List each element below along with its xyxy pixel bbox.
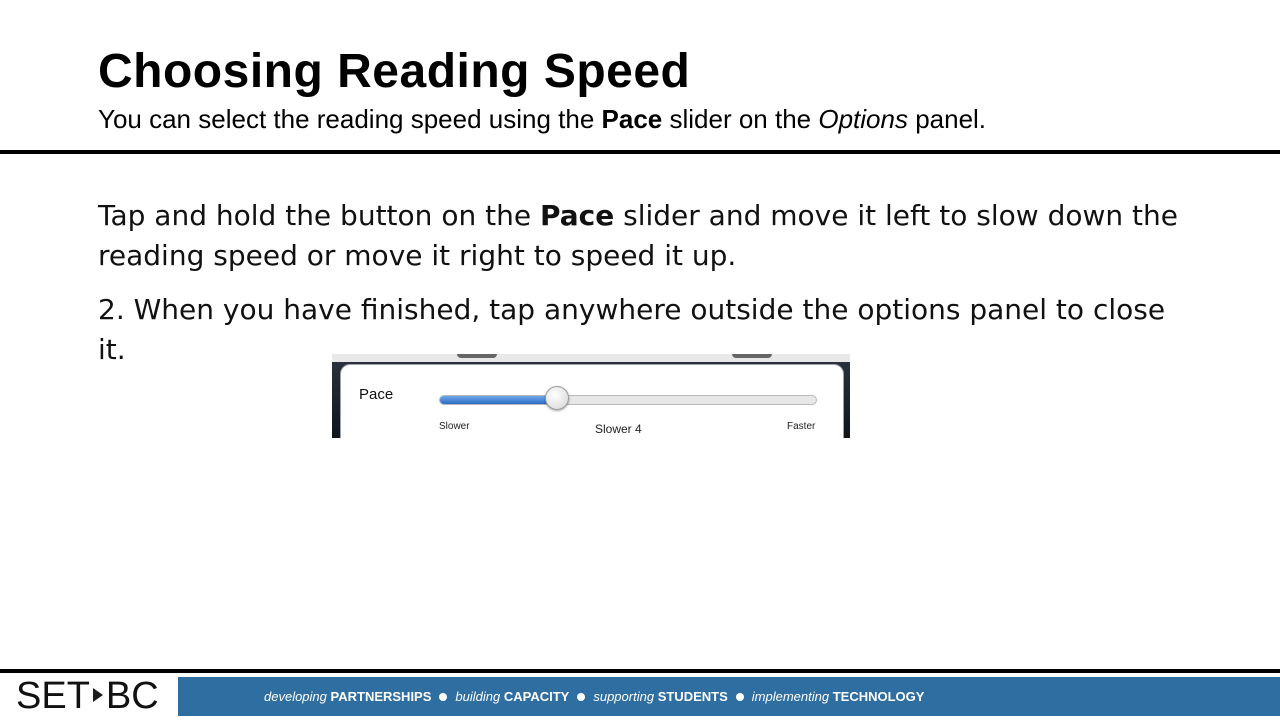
tagline-word-building: building: [455, 689, 501, 704]
subtitle-text-3: panel.: [907, 104, 987, 134]
options-panel-screenshot: [332, 354, 850, 438]
tagline-word-capacity: CAPACITY: [503, 689, 570, 704]
subtitle-text-2: slider on the: [662, 104, 819, 134]
options-panel: [340, 364, 844, 438]
bullet-icon: [736, 693, 744, 701]
paragraph-1-text-before: Tap and hold the button on the: [98, 199, 540, 232]
tagline-word-technology: TECHNOLOGY: [832, 689, 925, 704]
slide-title: Choosing Reading Speed: [98, 45, 691, 98]
logo-arrow-icon: [93, 688, 103, 702]
paragraph-1-bold-pace: Pace: [539, 199, 615, 232]
tagline-word-students: STUDENTS: [657, 689, 728, 704]
tagline-word-developing: developing: [264, 689, 327, 704]
pace-slider-thumb[interactable]: [545, 386, 569, 410]
footer-divider: [0, 669, 1280, 673]
paragraph-1-text-after: slider and move it left to slow down the reading speed or move it right to speed it up.: [98, 199, 1178, 272]
subtitle-text-1: You can select the reading speed using the: [98, 104, 602, 134]
tagline-word-supporting: supporting: [593, 689, 655, 704]
instruction-paragraph-2: 2. When you have finished, tap anywhere outside the options panel to close it.: [98, 293, 1166, 366]
setbc-logo: [16, 674, 166, 718]
bullet-icon: [577, 693, 585, 701]
slide-subtitle: [98, 101, 1138, 137]
instruction-paragraph-1: [98, 196, 1198, 276]
tagline-word-implementing: implementing: [751, 689, 830, 704]
bullet-icon: [439, 693, 447, 701]
title-divider: [0, 150, 1280, 154]
slider-value-label: Slower 4: [595, 422, 642, 436]
footer-tagline: [264, 677, 924, 716]
subtitle-bold-pace: Pace: [601, 104, 663, 134]
subtitle-italic-options: Options: [818, 104, 908, 134]
pace-label: Pace: [359, 386, 394, 403]
pace-slider-track[interactable]: [439, 395, 817, 405]
tagline-word-partnerships: PARTNERSHIPS: [330, 689, 432, 704]
logo-text-bc: BC: [105, 675, 159, 717]
screenshot-notch-left: [457, 354, 497, 358]
screenshot-notch-right: [732, 354, 772, 358]
slider-max-label: Faster: [787, 421, 816, 432]
logo-text-set: SET: [16, 675, 90, 717]
slider-min-label: Slower: [439, 421, 470, 432]
screenshot-top-edge: [332, 354, 850, 362]
pace-slider-fill: [440, 396, 557, 404]
